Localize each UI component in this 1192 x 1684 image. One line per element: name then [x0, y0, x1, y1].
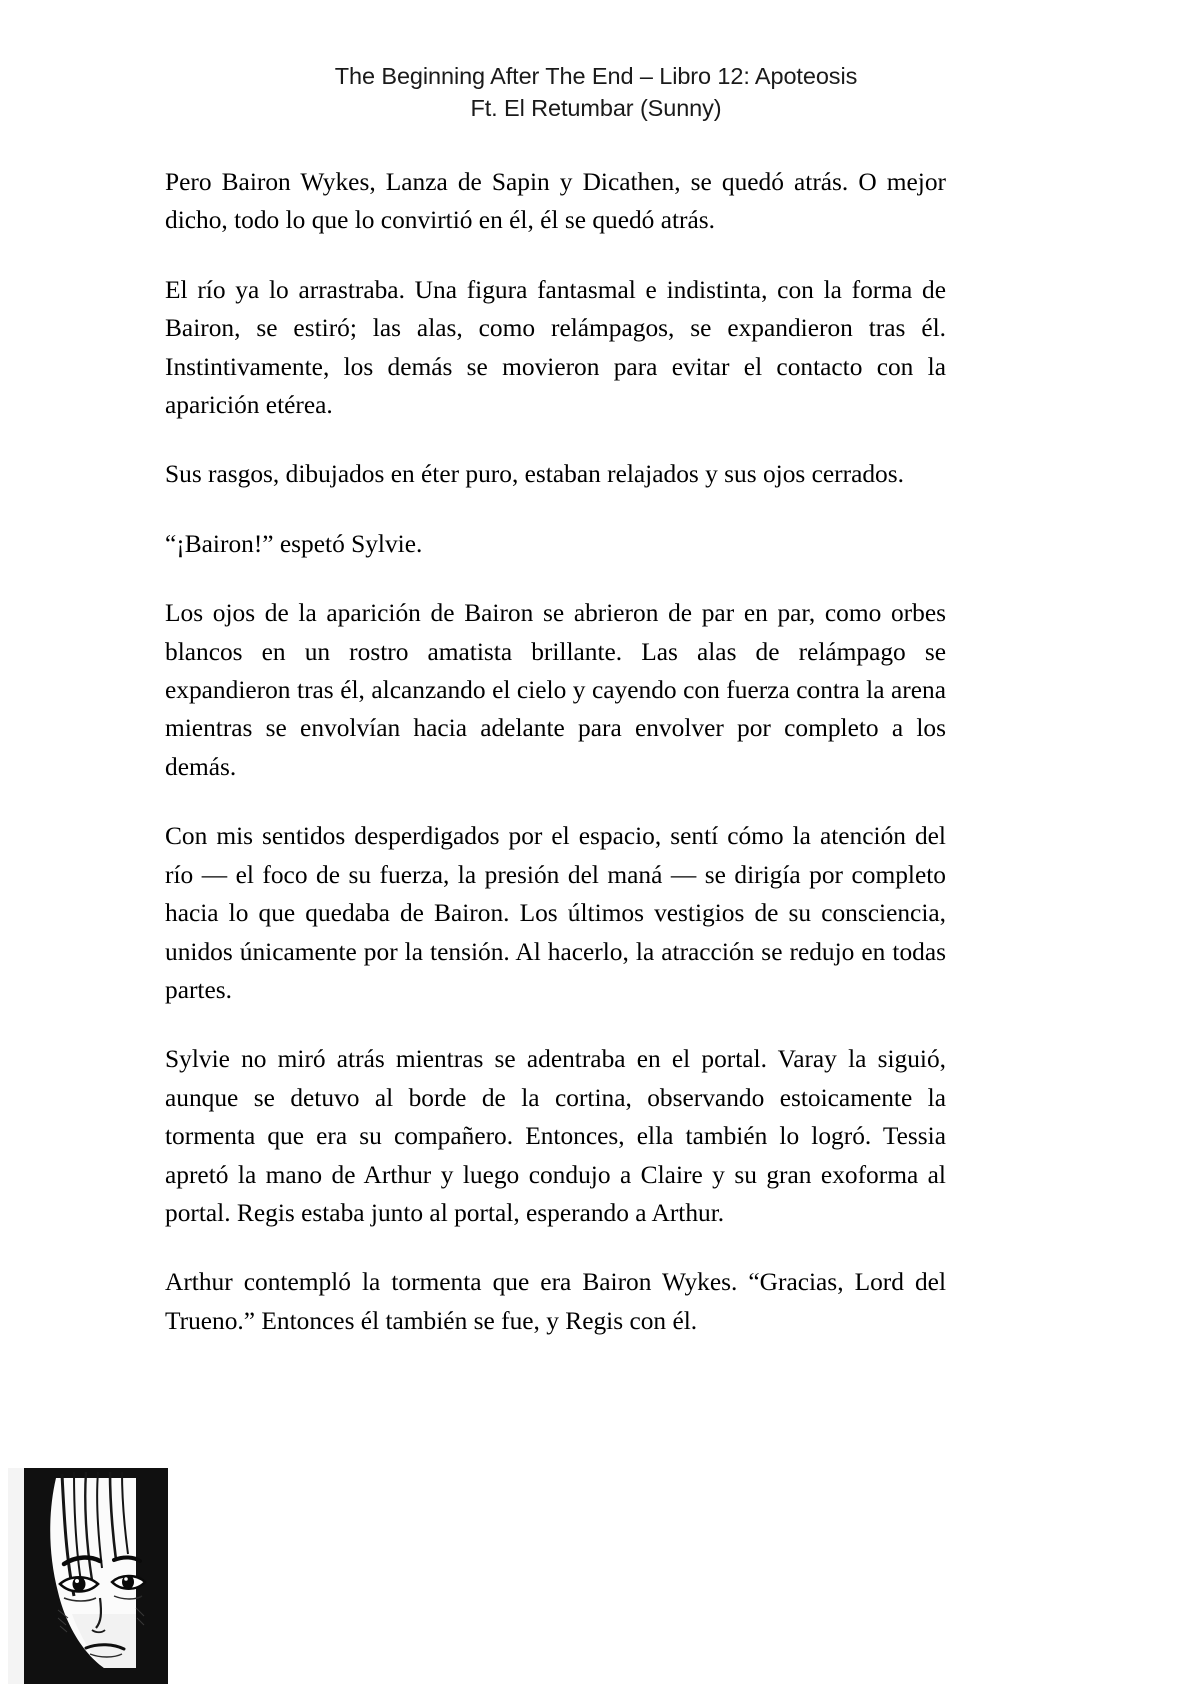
paragraph: Sus rasgos, dibujados en éter puro, estaban relajados y sus ojos cerrados. [165, 460, 904, 489]
paragraph: Pero Bairon Wykes, Lanza de Sapin y Dicathen, se quedó atrás. O mejor dicho, todo lo que lo convirtió en él, él se quedó atrás. [165, 168, 946, 235]
document-body [165, 163, 946, 1340]
manga-face-illustration [8, 1468, 168, 1684]
document-header [0, 60, 1192, 124]
paragraph: Arthur contempló la tormenta que era Bairon Wykes. “Gracias, Lord del Trueno.” Entonces él también se fue, y Regis con él. [165, 1268, 946, 1335]
manga-face-svg [8, 1468, 168, 1684]
paragraph-dialogue: “¡Bairon!” espetó Sylvie. [165, 529, 423, 558]
paragraph: Los ojos de la aparición de Bairon se abrieron de par en par, como orbes blancos en un rostro amatista brillante. Las alas de relámpago se expandieron tras él, alcanzando el cielo y cayendo con fuerza contra la arena mientras se envolvían hacia adelante para envolver por completo a los demás. [165, 599, 946, 781]
paragraph: Sylvie no miró atrás mientras se adentraba en el portal. Varay la siguió, aunque se detuvo al borde de la cortina, observando estoicamente la tormenta que era su compañero. Entonces, ella también lo logró. Tessia apretó la mano de Arthur y luego condujo a Claire y su gran exoforma al portal. Regis estaba junto al portal, esperando a Arthur. [165, 1045, 946, 1227]
header-subtitle-line-2: Ft. El Retumbar (Sunny) [470, 95, 722, 121]
paragraph: El río ya lo arrastraba. Una figura fantasmal e indistinta, con la forma de Bairon, se estiró; las alas, como relámpagos, se expandieron tras él. Instintivamente, los demás se movieron para evitar el contacto con la aparición etérea. [165, 275, 946, 420]
paragraph: Con mis sentidos desperdigados por el espacio, sentí cómo la atención del río — el foco de su fuerza, la presión del maná — se dirigía por completo hacia lo que quedaba de Bairon. Los últimos vestigios de su consciencia, unidos únicamente por la tensión. Al hacerlo, la atracción se redujo en todas partes. [165, 822, 946, 1004]
header-title-line-1: The Beginning After The End – Libro 12: Apoteosis [334, 63, 858, 89]
